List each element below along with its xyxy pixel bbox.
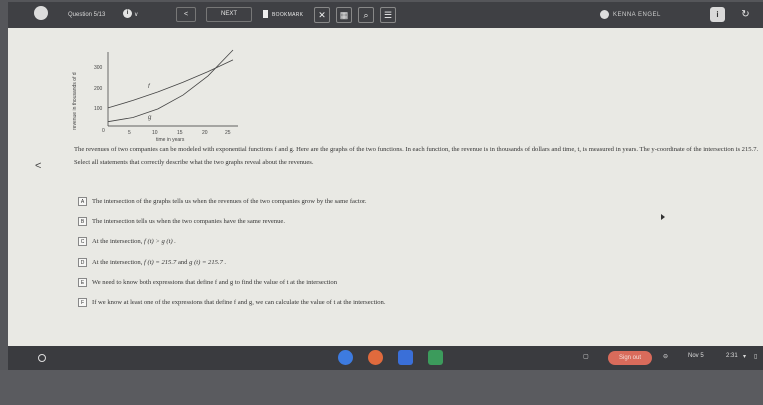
desk-background: [0, 370, 763, 405]
option-text: At the intersection,: [92, 259, 145, 266]
taskbar: [8, 346, 763, 370]
launcher-icon[interactable]: [38, 354, 46, 362]
f-label: f: [148, 84, 150, 90]
next-button[interactable]: NEXT: [206, 7, 252, 22]
question-prompt: The revenues of two companies can be modeled with exponential functions f and g. Here are the graphs of the two functions. In each function, the revenue is in thousands of dollars and time, t, is measured in years. The y-coordinate of the intersection is 215.7. Select all statements that correctly describe what the two graphs reveal about the revenues.: [74, 146, 759, 166]
back-arrow-icon[interactable]: <: [35, 160, 42, 172]
y-axis-label: revenue in thousands of d: [72, 72, 78, 130]
x-tick-20: 20: [202, 130, 208, 136]
option-math-2: g (t) = 215.7 .: [189, 259, 227, 266]
x-tick-10: 10: [152, 130, 158, 136]
option-text-mid: and: [176, 259, 190, 266]
f-curve: [108, 60, 233, 108]
user-name: KENNA ENGEL: [613, 12, 661, 18]
help-icon[interactable]: i: [710, 7, 725, 22]
screen-capture-icon[interactable]: ▢: [583, 354, 589, 360]
option-letter: F: [78, 298, 87, 307]
do-not-disturb-icon[interactable]: ⊖: [663, 354, 669, 360]
option-a[interactable]: [78, 196, 366, 207]
close-tool-icon[interactable]: ✕: [314, 7, 330, 23]
x-tick-15: 15: [177, 130, 183, 136]
option-text: At the intersection,: [92, 238, 145, 245]
battery-icon: ▯: [754, 354, 758, 360]
wifi-icon[interactable]: ▾: [743, 354, 747, 360]
option-letter: A: [78, 197, 87, 206]
option-text: We need to know both expressions that define f and g to find the value of t at the intersection: [92, 279, 338, 286]
option-math: f (t) > g (t) .: [144, 238, 176, 245]
meet-icon[interactable]: [398, 350, 413, 365]
option-text: If we know at least one of the expressions that define f and g, we can calculate the value of t at the intersection.: [92, 299, 386, 306]
mouse-cursor-icon: [661, 214, 665, 220]
sign-out-button[interactable]: Sign out: [608, 351, 652, 365]
option-letter: E: [78, 278, 87, 287]
info-icon[interactable]: i: [123, 9, 132, 18]
chevron-down-icon[interactable]: ∨: [134, 12, 139, 18]
y-tick-300: 300: [94, 65, 103, 71]
app-logo: [34, 6, 48, 20]
question-page: [8, 28, 763, 346]
app-icon[interactable]: [368, 350, 383, 365]
user-avatar-icon: [600, 10, 609, 19]
option-d[interactable]: [78, 257, 226, 268]
option-text: The intersection tells us when the two companies have the same revenue.: [92, 218, 285, 225]
y-tick-100: 100: [94, 106, 103, 112]
option-c[interactable]: [78, 236, 176, 247]
origin-label: 0: [102, 128, 105, 134]
revenue-graph: [68, 42, 248, 142]
g-curve: [108, 50, 233, 122]
bookmark-button[interactable]: BOOKMARK: [272, 12, 304, 18]
date: Nov 5: [688, 353, 704, 359]
option-text: The intersection of the graphs tells us when the revenues of the two companies grow by the same factor.: [92, 198, 367, 205]
previous-button[interactable]: <: [176, 7, 196, 22]
question-counter: Question 5/13: [68, 12, 106, 18]
line-reader-icon[interactable]: ☰: [380, 7, 396, 23]
g-label: g: [148, 115, 152, 121]
search-icon[interactable]: ⌕: [358, 7, 374, 23]
y-tick-200: 200: [94, 86, 103, 92]
x-axis-label: time in years: [156, 137, 185, 142]
option-f[interactable]: [78, 297, 386, 308]
option-letter: C: [78, 237, 87, 246]
option-b[interactable]: [78, 216, 285, 227]
option-letter: B: [78, 217, 87, 226]
option-letter: D: [78, 258, 87, 267]
chrome-icon[interactable]: [338, 350, 353, 365]
calculator-icon[interactable]: ▦: [336, 7, 352, 23]
option-math: f (t) = 215.7: [144, 259, 177, 266]
classroom-icon[interactable]: [428, 350, 443, 365]
x-tick-5: 5: [128, 130, 131, 136]
option-e[interactable]: [78, 277, 337, 288]
top-toolbar: [8, 2, 763, 28]
refresh-icon[interactable]: ↻: [741, 9, 750, 20]
bookmark-icon[interactable]: [263, 10, 268, 18]
clock: 2:31: [726, 353, 738, 359]
x-tick-25: 25: [225, 130, 231, 136]
